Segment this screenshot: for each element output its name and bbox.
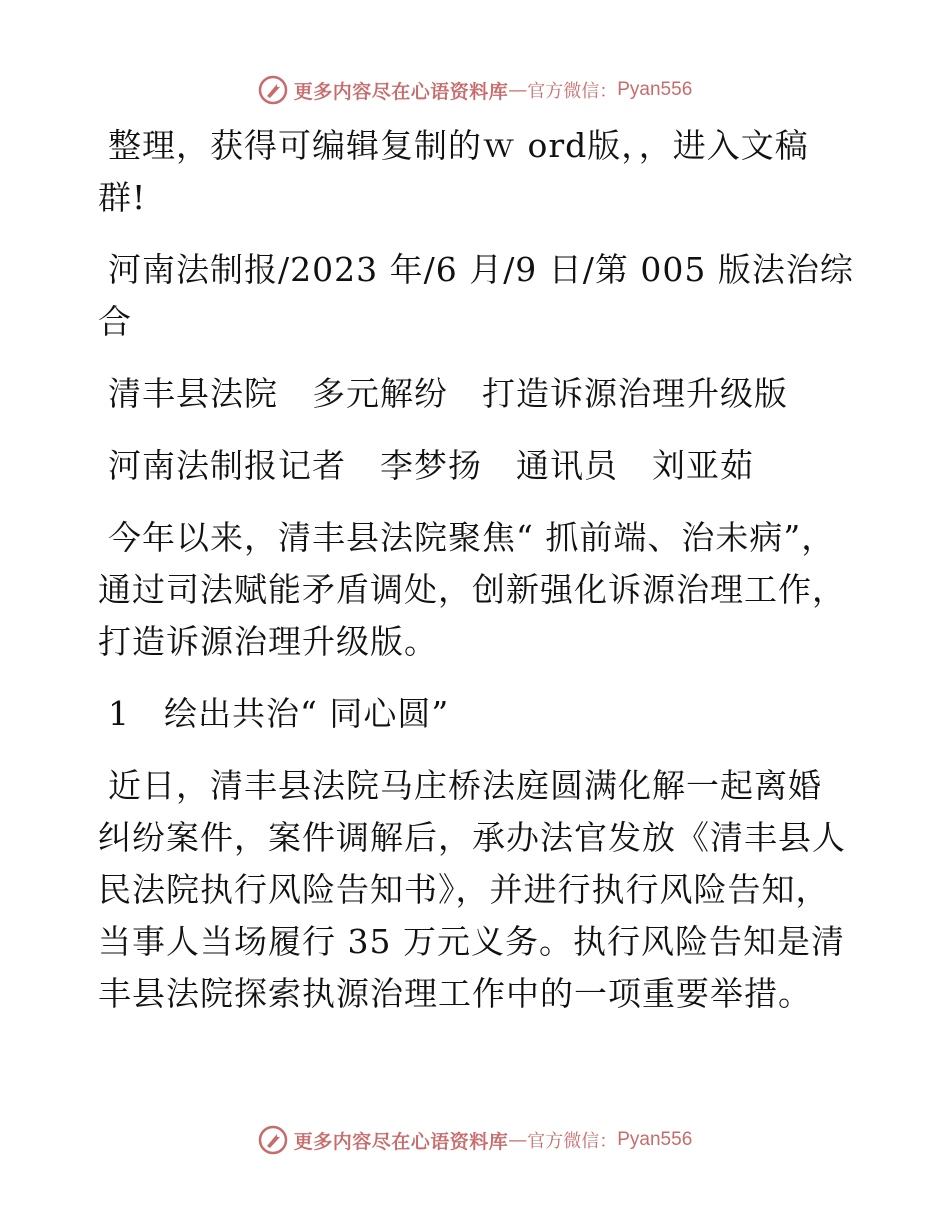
watermark-tail-text: 官方微信： bbox=[527, 81, 618, 102]
pen-nib-logo-icon bbox=[258, 75, 288, 105]
article-byline: 河南法制报记者 李梦扬 通讯员 刘亚茹 bbox=[108, 446, 754, 485]
paragraph-body-1: 近日，清丰县法院马庄桥法庭圆满化解一起离婚纠纷案件，案件调解后，承办法官发放《清丰县人民法院执行风险告知书》，并进行执行风险告知，当事人当场履行 35 万元义务。执行风险告知是清丰县法院探索执源治理工作中的一项重要举措。 bbox=[98, 766, 846, 1013]
watermark-main-text: 更多内容尽在心语资料库 bbox=[293, 80, 509, 103]
watermark-id: Pyan556 bbox=[617, 79, 693, 100]
paragraph-lead: 今年以来，清丰县法院聚焦“ 抓前端、治未病”，通过司法赋能矛盾调处，创新强化诉源治理工作，打造诉源治理升级版。 bbox=[98, 518, 846, 661]
pen-nib-logo-icon bbox=[258, 1125, 288, 1155]
watermark-id: Pyan556 bbox=[617, 1129, 693, 1150]
watermark-dash: — bbox=[508, 1129, 528, 1151]
watermark-dash: — bbox=[508, 79, 528, 101]
paragraph-source: 河南法制报/2023 年/6 月/9 日/第 005 版法治综合 bbox=[98, 250, 854, 341]
section-heading-1: 1 绘出共治“ 同心圆” bbox=[108, 694, 450, 733]
paragraph-intro: 整理，获得可编辑复制的ｗ ord版，，进入文稿群! bbox=[98, 126, 809, 217]
footer-watermark bbox=[0, 1120, 950, 1160]
watermark-main-text: 更多内容尽在心语资料库 bbox=[293, 1130, 509, 1153]
watermark-tail-text: 官方微信： bbox=[527, 1131, 618, 1152]
document-body bbox=[98, 120, 854, 1040]
article-title: 清丰县法院 多元解纷 打造诉源治理升级版 bbox=[108, 374, 788, 413]
header-watermark bbox=[0, 70, 950, 110]
